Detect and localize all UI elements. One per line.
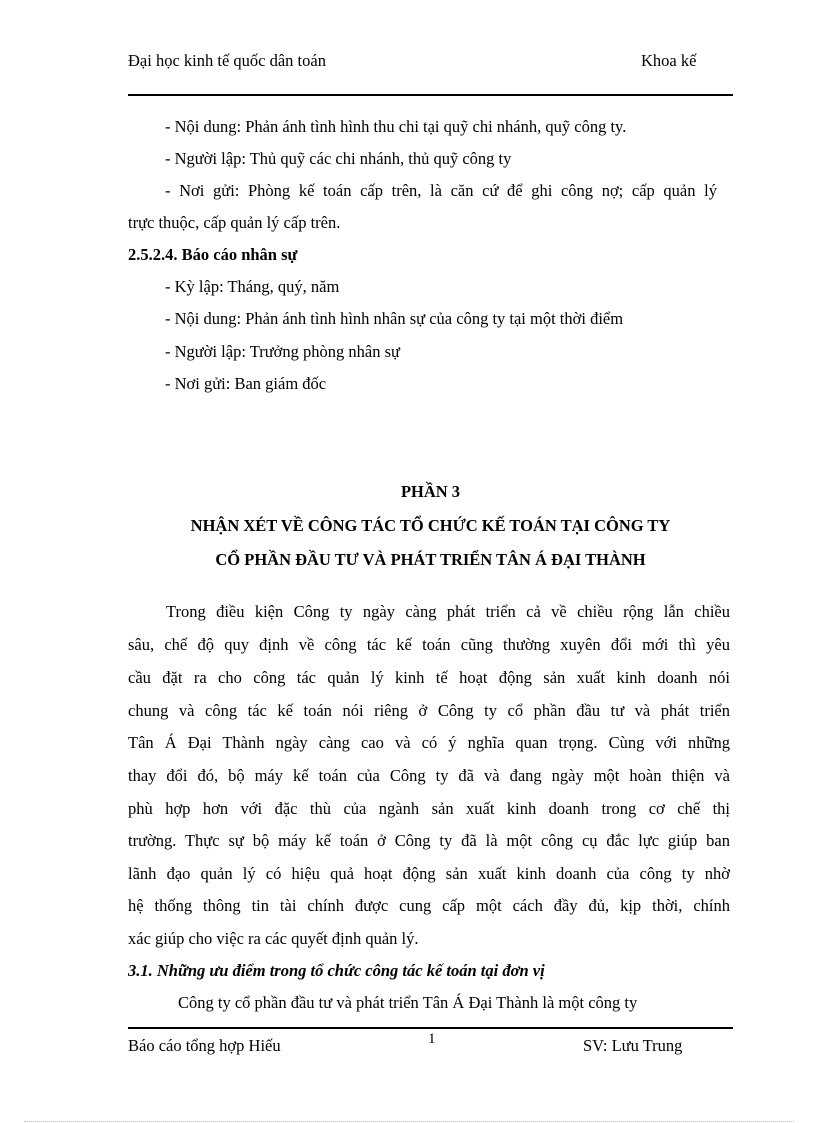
paragraph-line: thay đổi đó, bộ máy kế toán của Công ty đã và đang ngày một hoàn thiện và bbox=[128, 766, 730, 785]
part-title: PHẦN 3 bbox=[400, 482, 461, 501]
list2-item-author: - Người lập: Trưởng phòng nhân sự bbox=[165, 342, 400, 361]
paragraph-line: sâu, chế độ quy định về công tác kế toán cũng thường xuyên đổi mới thì yêu bbox=[128, 635, 730, 654]
paragraph-line: trường. Thực sự bộ máy kế toán ở Công ty đã là một công cụ đắc lực giúp ban bbox=[128, 831, 730, 850]
list1-item-recipient-cont: trực thuộc, cấp quản lý cấp trên. bbox=[128, 213, 341, 232]
paragraph-line: lãnh đạo quản lý có hiệu quả hoạt động sản xuất kinh doanh của công ty nhờ bbox=[128, 864, 730, 883]
part-subtitle-2: CỔ PHẦN ĐẦU TƯ VÀ PHÁT TRIỂN TÂN Á ĐẠI THÀNH bbox=[215, 550, 646, 569]
header-rule bbox=[128, 94, 733, 96]
footer-rule bbox=[128, 1027, 733, 1029]
list2-item-content: - Nội dung: Phản ánh tình hình nhân sự của công ty tại một thời điểm bbox=[165, 309, 624, 328]
list1-item-recipient: - Nơi gửi: Phòng kế toán cấp trên, là căn cứ để ghi công nợ; cấp quản lý bbox=[165, 181, 717, 200]
header-right: Khoa kế bbox=[641, 51, 697, 70]
list1-item-content: - Nội dung: Phản ánh tình hình thu chi tại quỹ chi nhánh, quỹ công ty. bbox=[165, 117, 627, 136]
page-number: 1 bbox=[428, 1031, 436, 1047]
section-heading: 2.5.2.4. Báo cáo nhân sự bbox=[128, 245, 298, 264]
subsection-heading: 3.1. Những ưu điểm trong tổ chức công tác kế toán tại đơn vị bbox=[128, 961, 545, 980]
paragraph-line: Trong điều kiện Công ty ngày càng phát triển cả về chiều rộng lẫn chiều bbox=[166, 602, 730, 621]
paragraph-line: cầu đặt ra cho công tác quản lý kinh tế hoạt động sản xuất kinh doanh nói bbox=[128, 668, 730, 687]
header-left: Đại học kinh tế quốc dân toán bbox=[128, 51, 326, 70]
footer-left: Báo cáo tổng hợp Hiếu bbox=[128, 1036, 281, 1055]
paragraph-line: phù hợp hơn với đặc thù của ngành sản xuất kinh doanh trong cơ chế thị bbox=[128, 799, 730, 818]
list1-item-author: - Người lập: Thủ quỹ các chi nhánh, thủ quỹ công ty bbox=[165, 149, 512, 168]
footer-right: SV: Lưu Trung bbox=[583, 1036, 683, 1055]
subsection-first-line: Công ty cổ phần đầu tư và phát triển Tân Á Đại Thành là một công ty bbox=[178, 993, 638, 1012]
paragraph-line: Tân Á Đại Thành ngày càng cao và có ý nghĩa quan trọng. Cùng với những bbox=[128, 733, 730, 752]
list2-item-period: - Kỳ lập: Tháng, quý, năm bbox=[165, 277, 340, 296]
paragraph-line: chung và công tác kế toán nói riêng ở Công ty cổ phần đầu tư và phát triển bbox=[128, 701, 730, 720]
part-subtitle-1: NHẬN XÉT VỀ CÔNG TÁC TỔ CHỨC KẾ TOÁN TẠI CÔNG TY bbox=[190, 516, 671, 535]
list2-item-recipient: - Nơi gửi: Ban giám đốc bbox=[165, 374, 327, 393]
paragraph-line: hệ thống thông tin tài chính được cung cấp một cách đầy đủ, kịp thời, chính bbox=[128, 896, 730, 915]
paragraph-line-last: xác giúp cho việc ra các quyết định quản lý. bbox=[128, 929, 419, 948]
page-bottom-edge bbox=[24, 1121, 794, 1122]
